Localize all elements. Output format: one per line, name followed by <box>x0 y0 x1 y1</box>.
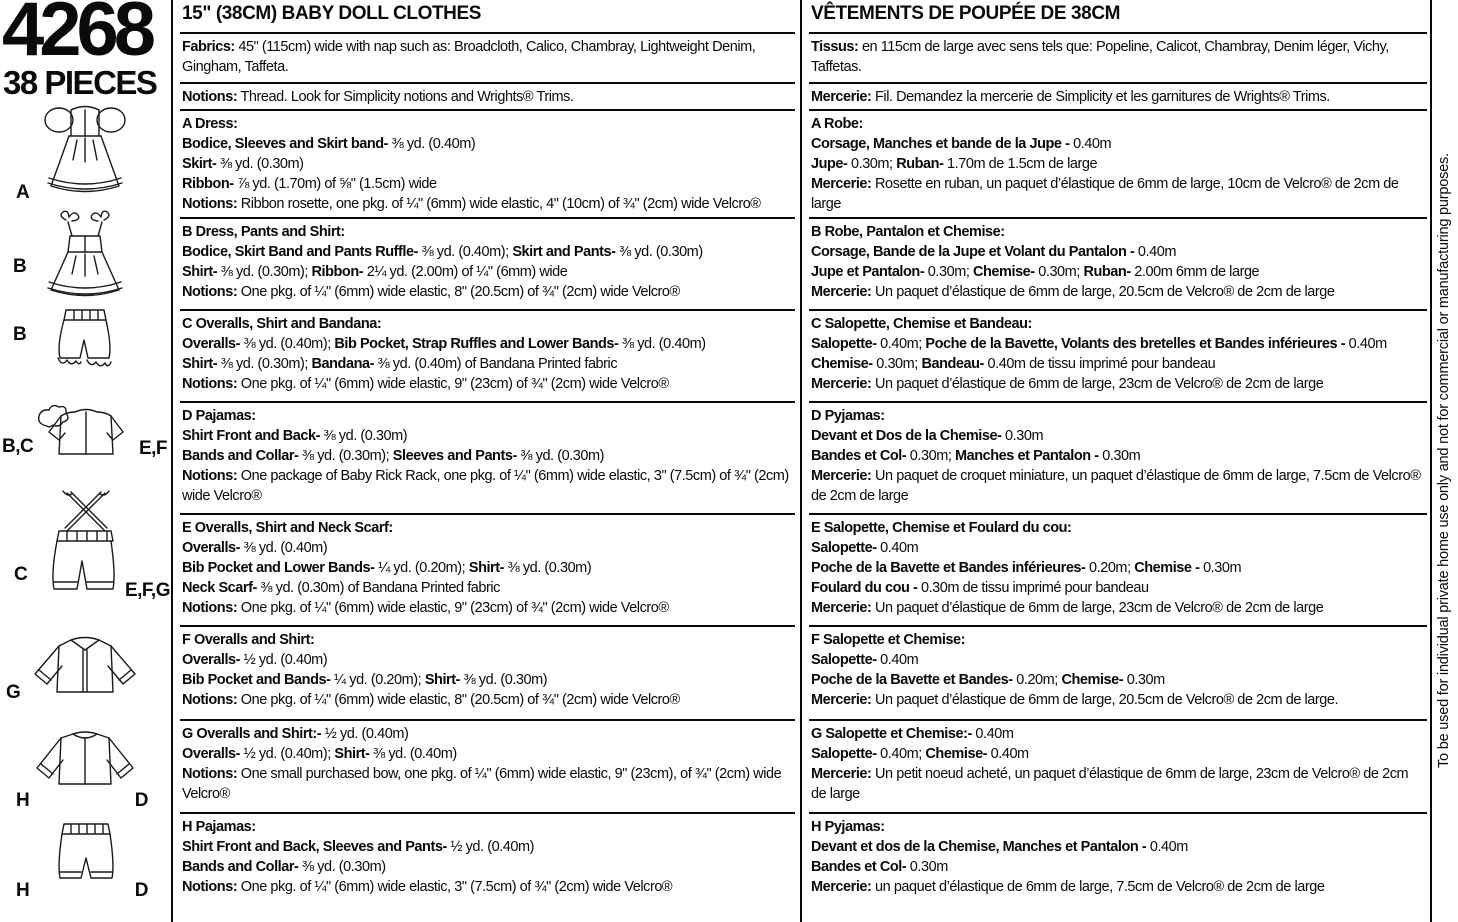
french-section-f: F Salopette et Chemise: Salopette- 0.40m Poche de la Bavette et Bandes- 0.20m; Chemise- 0.30m Mercerie: Un paquet d’élastique de 6mm de large, 20.5cm de Velcro® de 2cm de large. <box>809 627 1427 721</box>
french-section-h: H Pyjamas: Devant et dos de la Chemise, Manches et Pantalon - 0.40m Bandes et Col- 0.30m Mercerie: un paquet d’élastique de 6mm de large, 7.5cm de Velcro® de 2cm de large <box>811 819 1325 895</box>
sketch-label: A <box>16 182 30 203</box>
sketch-label: B,C <box>2 436 34 457</box>
french-notions-row: Mercerie: Fil. Demandez la mercerie de Simplicity et les garnitures de Wrights® Trims. <box>809 84 1427 111</box>
pajama-top-line-drawing-icon <box>7 722 163 794</box>
sketch-label: D <box>134 880 148 901</box>
english-section-d: D Pajamas: Shirt Front and Back- ⅜ yd. (0.30m) Bands and Collar- ⅜ yd. (0.30m); Sleeves and Pants- ⅜ yd. (0.30m) Notions: One package of Baby Rick Rack, one pkg. of ¼" (6mm) wide elastic, 3" (7.5cm) of ¾" (2cm) wide Velcro® <box>180 403 795 515</box>
pattern-number: 4268 <box>2 0 152 72</box>
french-section-a: A Robe: Corsage, Manches et bande de la Jupe - 0.40m Jupe- 0.30m; Ruban- 1.70m de 1.5cm de large Mercerie: Rosette en ruban, un paquet d’élastique de 6mm de large, 10cm de Velcro® de 2cm de large <box>809 111 1427 219</box>
sketch-label: H <box>16 790 30 811</box>
divider-sidebar <box>171 0 173 922</box>
sketch-shirt-g <box>0 628 170 710</box>
sketch-label: H <box>16 880 30 901</box>
sketch-bloomers-b <box>0 302 170 382</box>
sketch-label: E,F,G <box>124 580 170 601</box>
english-column <box>180 0 795 922</box>
sketch-overalls <box>0 486 170 614</box>
dress-line-drawing-icon <box>23 98 147 206</box>
bloomers-line-drawing-icon <box>28 302 142 380</box>
french-section-c: C Salopette, Chemise et Bandeau: Salopette- 0.40m; Poche de la Bavette, Volants des bretelles et Bandes inférieures - 0.40m Chemise- 0.30m; Bandeau- 0.40m de tissu imprimé pour bandeau Mercerie: Un paquet d’élastique de 6mm de large, 23cm de Velcro® de 2cm de large <box>809 311 1427 403</box>
sketch-label: D <box>134 790 148 811</box>
french-title: VÊTEMENTS DE POUPÉE DE 38CM <box>811 3 1121 24</box>
english-section-e: E Overalls, Shirt and Neck Scarf: Overalls- ⅜ yd. (0.40m) Bib Pocket and Lower Bands- ¼ yd. (0.20m); Shirt- ⅜ yd. (0.30m) Neck Scarf- ⅜ yd. (0.30m) of Bandana Printed fabric Notions: One pkg. of ¼" (6mm) wide elastic, 9" (23cm) of ¾" (2cm) wide Velcro® <box>180 515 795 627</box>
english-section-b: B Dress, Pants and Shirt: Bodice, Skirt Band and Pants Ruffle- ⅜ yd. (0.40m); Skirt and Pants- ⅜ yd. (0.30m) Shirt- ⅜ yd. (0.30m); Ribbon- 2¼ yd. (2.00m) of ¼" (6mm) wide Notions: One pkg. of ¼" (6mm) wide elastic, 8" (20.5cm) of ¾" (2cm) wide Velcro® <box>180 219 795 311</box>
french-fabrics-row: Tissus: en 115cm de large avec sens tels que: Popeline, Calicot, Chambray, Denim léger, Vichy, Taffetas. <box>809 34 1427 84</box>
french-section-b: B Robe, Pantalon et Chemise: Corsage, Bande de la Jupe et Volant du Pantalon - 0.40m Jupe et Pantalon- 0.30m; Chemise- 0.30m; Ruban- 2.00m 6mm de large Mercerie: Un paquet d’élastique de 6mm de large, 20.5cm de Velcro® de 2cm de large <box>809 219 1427 311</box>
sketch-label: B <box>13 256 27 277</box>
french-section-d: D Pyjamas: Devant et Dos de la Chemise- 0.30m Bandes et Col- 0.30m; Manches et Pantalon - 0.30m Mercerie: Un paquet de croquet miniature, un paquet d’élastique de 6mm de large, 7.5cm de Velcro® de 2cm de large <box>809 403 1427 515</box>
sketch-sundress-b <box>0 210 170 300</box>
french-column <box>809 0 1427 922</box>
divider-legal <box>1430 0 1432 922</box>
divider-center <box>800 0 802 922</box>
english-section-f: F Overalls and Shirt: Overalls- ½ yd. (0.40m) Bib Pocket and Bands- ¼ yd. (0.20m); Shirt- ⅜ yd. (0.30m) Notions: One pkg. of ¼" (6mm) wide elastic, 8" (20.5cm) of ¾" (2cm) wide Velcro® <box>180 627 795 721</box>
english-section-c: C Overalls, Shirt and Bandana: Overalls- ⅜ yd. (0.40m); Bib Pocket, Strap Ruffles and Lower Bands- ⅜ yd. (0.40m) Shirt- ⅜ yd. (0.30m); Bandana- ⅜ yd. (0.40m) of Bandana Printed fabric Notions: One pkg. of ¼" (6mm) wide elastic, 9" (23cm) of ¾" (2cm) wide Velcro® <box>180 311 795 403</box>
collared-shirt-line-drawing-icon <box>7 628 163 706</box>
french-section-g: G Salopette et Chemise:- 0.40m Salopette- 0.40m; Chemise- 0.40m Mercerie: Un petit noeud acheté, un paquet d’élastique de 6mm de large, 23cm de Velcro® de 2cm de large <box>809 721 1427 814</box>
english-section-a: A Dress: Bodice, Sleeves and Skirt band- ⅜ yd. (0.40m) Skirt- ⅜ yd. (0.30m) Ribbon- ⅞ yd. (1.70m) of ⅝" (1.5cm) wide Notions: Ribbon rosette, one pkg. of ¼" (6mm) wide elastic, 4" (10cm) of ¾" (2cm) wide Velcro® <box>180 111 795 219</box>
sketch-label: E,F <box>138 438 167 459</box>
sketch-dress-a <box>0 98 170 208</box>
sketch-label: G <box>6 682 21 703</box>
sketch-label: C <box>14 564 28 585</box>
english-section-h: H Pajamas: Shirt Front and Back, Sleeves and Pants- ½ yd. (0.40m) Bands and Collar- ⅜ yd. (0.30m) Notions: One pkg. of ¼" (6mm) wide elastic, 3" (7.5cm) of ¾" (2cm) wide Velcro® <box>182 819 673 895</box>
english-title-row <box>180 0 795 34</box>
sketch-pajama-top <box>0 722 170 812</box>
sundress-line-drawing-icon <box>18 210 152 300</box>
sketch-label: B <box>13 324 27 345</box>
english-notions-row: Notions: Thread. Look for Simplicity notions and Wrights® Trims. <box>180 84 795 111</box>
sidebar <box>0 0 170 922</box>
french-section-e: E Salopette, Chemise et Foulard du cou: Salopette- 0.40m Poche de la Bavette et Bandes inférieures- 0.20m; Chemise - 0.30m Foulard du cou - 0.30m de tissu imprimé pour bandeau Mercerie: Un paquet d’élastique de 6mm de large, 23cm de Velcro® de 2cm de large <box>809 515 1427 627</box>
pajama-pants-line-drawing-icon <box>7 818 163 884</box>
piece-count: 38 PIECES <box>3 64 157 101</box>
sketch-shirt-bandana <box>0 400 170 468</box>
english-section-g: G Overalls and Shirt:- ½ yd. (0.40m) Overalls- ½ yd. (0.40m); Shirt- ⅜ yd. (0.40m) Notions: One small purchased bow, one pkg. of ¼" (6mm) wide elastic, 9" (23cm), of ¾" (2cm) wide Velcro® <box>180 721 795 814</box>
english-fabrics-row: Fabrics: 45" (115cm) wide with nap such as: Broadcloth, Calico, Chambray, Lightweight Denim, Gingham, Taffeta. <box>180 34 795 84</box>
french-title-row <box>809 0 1427 34</box>
sketch-pajama-pants <box>0 818 170 910</box>
home-use-legal-notice: To be used for individual private home use only and not for commercial or manufacturing purposes. <box>1436 153 1452 769</box>
english-title: 15" (38CM) BABY DOLL CLOTHES <box>182 3 482 24</box>
